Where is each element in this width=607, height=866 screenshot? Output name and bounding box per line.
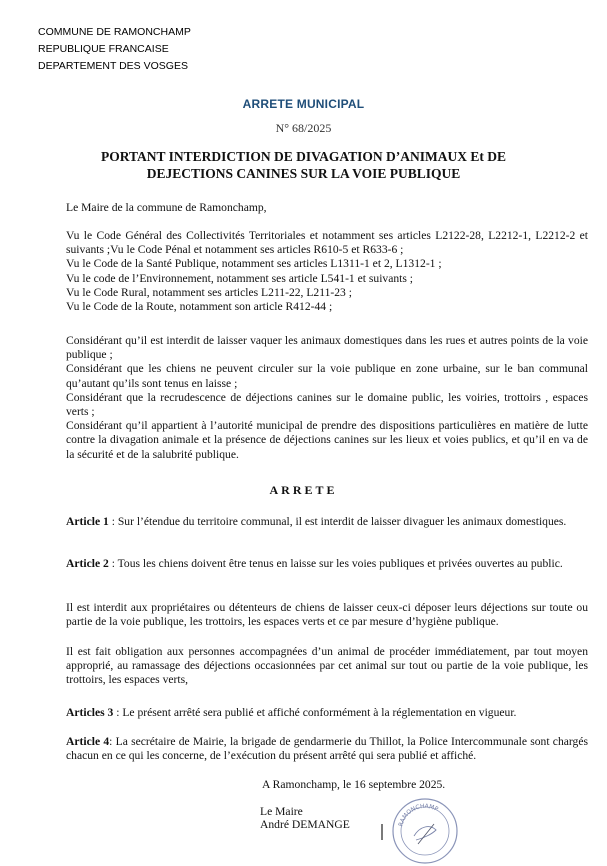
date-line: A Ramonchamp, le 16 septembre 2025. bbox=[262, 778, 446, 791]
article-4-label: Article 4 bbox=[66, 735, 110, 748]
article-4-text: : La secrétaire de Mairie, la brigade de gendarmerie du Thillot, la Police Intercommunale sont chargés chacun en ce qui les concerne, de l’exécution du présent arrêté qui sera publié et affiché. bbox=[66, 735, 589, 763]
article-1 bbox=[66, 515, 588, 529]
letterhead bbox=[38, 24, 191, 75]
signature-stroke-icon bbox=[376, 823, 388, 841]
article-3-text: : Le présent arrêté sera publié et affiché conformément à la réglementation en vigueur. bbox=[113, 706, 517, 719]
article-2 bbox=[66, 557, 588, 571]
arrete-heading: ARRETE bbox=[269, 483, 338, 497]
department-name: DEPARTEMENT DES VOSGES bbox=[38, 60, 188, 72]
article-2-text: : Tous les chiens doivent être tenus en laisse sur les voies publiques et privées ouvertes au public. bbox=[108, 557, 563, 570]
considerants-section bbox=[66, 334, 588, 462]
vu-item: Vu le Code de la Route, notamment son article R412-44 ; bbox=[66, 300, 333, 314]
signature-block bbox=[260, 805, 350, 831]
decree-subject bbox=[60, 148, 547, 182]
article-4 bbox=[66, 735, 588, 763]
date-place bbox=[262, 778, 582, 792]
considerant-item: Considérant que la recrudescence de déjections canines sur le domaine public, les voiries, trottoirs , espaces verts ; bbox=[66, 390, 588, 419]
considerant-item: Considérant qu’il appartient à l’autorité municipal de prendre des dispositions particulières en matière de lutte contre la divagation animale et la présence de déjections canines sur les lieux et voies publics, et qu’il en va de la sécurité et de la salubrité publique. bbox=[66, 419, 588, 461]
article-1-text: : Sur l’étendue du territoire communal, il est interdit de laisser divaguer les animaux domestiques. bbox=[108, 515, 567, 528]
vu-section bbox=[66, 229, 588, 314]
signatory-name: André DEMANGE bbox=[260, 818, 350, 831]
republic-name: REPUBLIQUE FRANCAISE bbox=[38, 43, 169, 55]
article-2-label: Article 2 bbox=[66, 557, 109, 570]
commune-name: COMMUNE DE RAMONCHAMP bbox=[38, 26, 191, 38]
subject-line-2: DEJECTIONS CANINES SUR LA VOIE PUBLIQUE bbox=[146, 166, 461, 181]
considerant-item: Considérant que les chiens ne peuvent circuler sur la voie publique en zone urbaine, sur le ban communal qu’autant qu’ils sont tenus en laisse ; bbox=[66, 362, 588, 390]
mayor-seal-icon bbox=[390, 796, 460, 866]
vu-item: Vu le Code Général des Collectivités Territoriales et notamment ses articles L2122-28, L2212-1, L2212-2 et suivants ;Vu le Code Pénal et notamment ses articles R610-5 et R633-6 ; bbox=[66, 229, 588, 257]
vu-item: Vu le Code de la Santé Publique, notamment ses articles L1311-1 et 2, L1312-1 ; bbox=[66, 257, 442, 271]
intro-line bbox=[66, 201, 588, 215]
article-1-label: Article 1 bbox=[66, 515, 109, 528]
article-3-label: Articles 3 bbox=[66, 706, 114, 719]
vu-item: Vu le code de l’Environnement, notamment ses article L541-1 et suivants ; bbox=[66, 271, 414, 285]
considerant-item: Considérant qu’il est interdit de laisser vaquer les animaux domestiques dans les rues et autres points de la voie publique ; bbox=[66, 334, 588, 362]
svg-text:RAMONCHAMP: RAMONCHAMP bbox=[397, 802, 440, 828]
decree-number: N° 68/2025 bbox=[275, 121, 332, 135]
prohibition-paragraph bbox=[66, 601, 588, 629]
subject-line-1: PORTANT INTERDICTION DE DIVAGATION D’ANIMAUX Et DE bbox=[100, 149, 507, 164]
signatory-title: Le Maire bbox=[260, 805, 303, 818]
obligation-text: Il est fait obligation aux personnes accompagnées d’un animal de procéder immédiatement, par tout moyen approprié, au ramassage des déjections occasionnées par cet animal sur tout ou partie de la voie publique, les trottoirs, les espaces verts, bbox=[66, 645, 588, 687]
prohibition-text: Il est interdit aux propriétaires ou détenteurs de chiens de laisser ceux-ci déposer leurs déjections sur toute ou partie de la voie publique, les trottoirs, les espaces verts et ce par mesure d’hygiène publique. bbox=[66, 601, 588, 629]
document-title: ARRETE MUNICIPAL bbox=[242, 97, 365, 111]
intro-text: Le Maire de la commune de Ramonchamp, bbox=[66, 201, 267, 214]
obligation-paragraph bbox=[66, 645, 588, 688]
vu-item: Vu le Code Rural, notamment ses articles L211-22, L211-23 ; bbox=[66, 285, 352, 299]
article-3 bbox=[66, 706, 588, 720]
